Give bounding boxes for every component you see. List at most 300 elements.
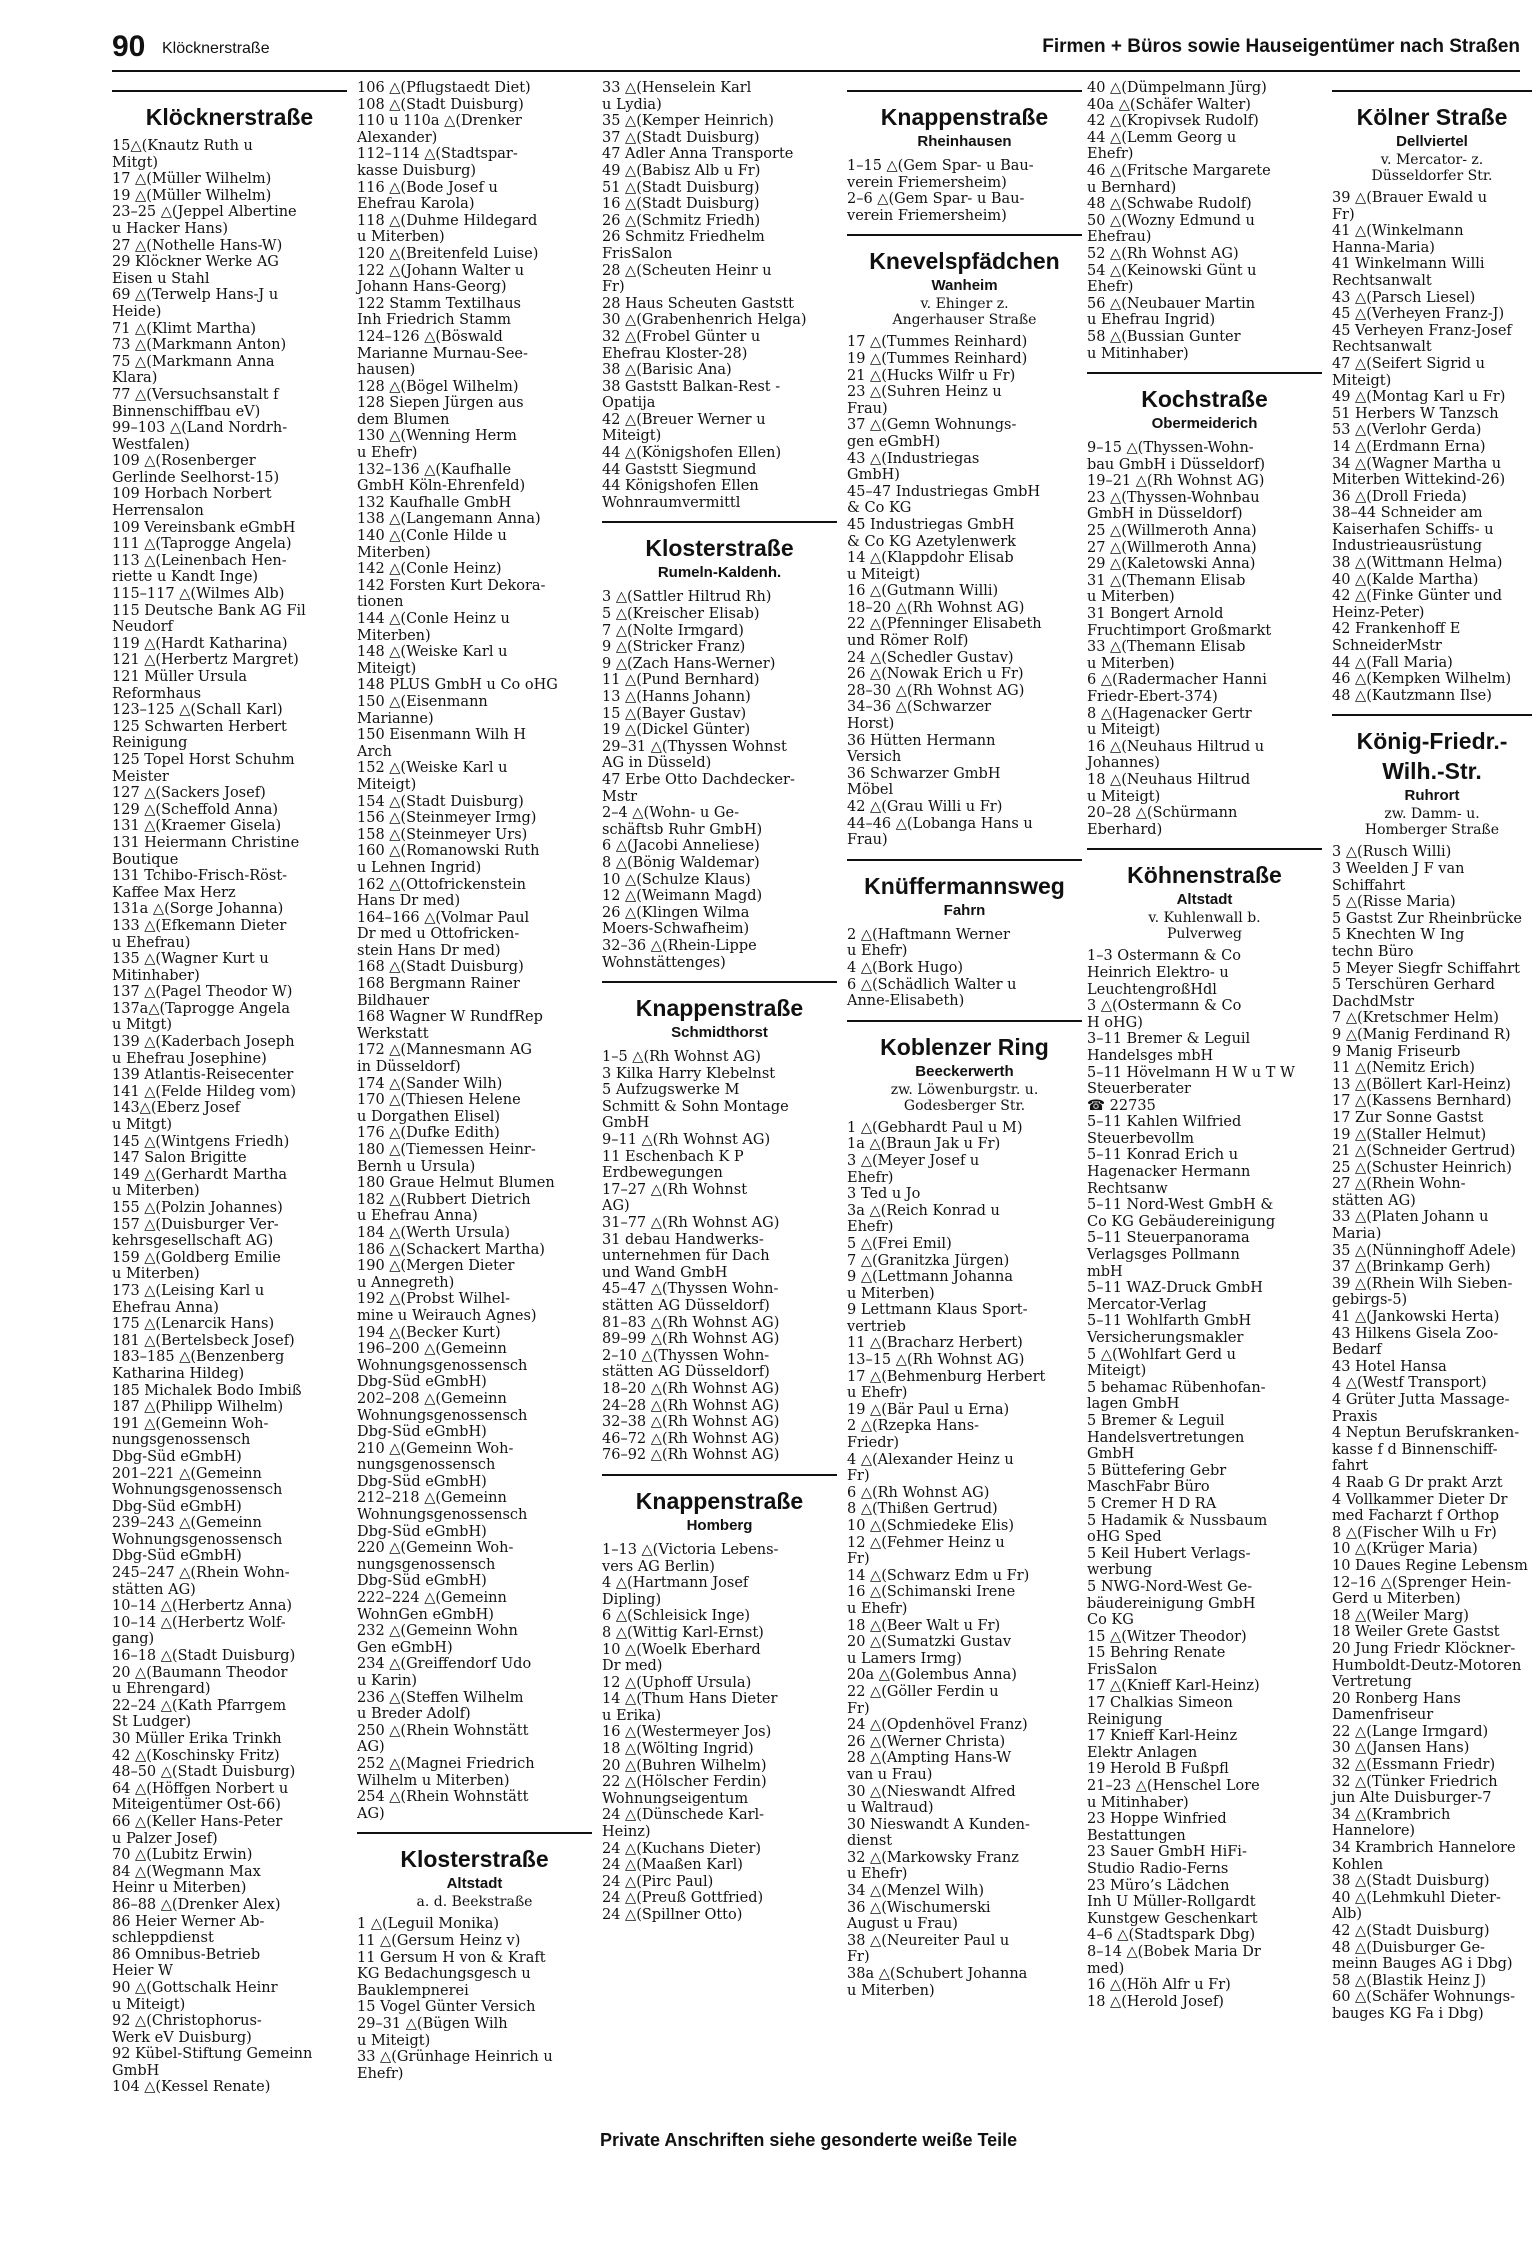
address-entry: 9 Lettmann Klaus Sport- vertrieb [847,1302,1028,1335]
address-entry: 34 △(Wagner Martha u Miterben Wittekind-26) [1332,455,1506,489]
address-entry: 180 Graue Helmut Blumen [357,1175,555,1192]
directory-column-1 [112,80,347,2096]
address-entry: 143△(Eberz Josef u Mitgt) [112,1100,241,1134]
page-header [112,30,1520,72]
street-name: Knüffermannsweg [847,859,1082,901]
address-entry: 47 Erbe Otto Dachdecker- Mstr [602,771,795,805]
address-entry: 132 Kaufhalle GmbH [357,494,512,511]
address-entry: 5–11 Kahlen Wilfried Steuerbevollm [1087,1114,1242,1147]
address-entry: 42 △(Breuer Werner u Miteigt) [602,411,766,445]
address-entry: 122 △(Johann Walter u Johann Hans-Georg) [357,262,525,296]
address-entry: 121 Müller Ursula Reformhaus [112,669,248,702]
address-entry: 41 △(Winkelmann Hanna-Maria) [1332,223,1464,256]
address-entry: 141 △(Felde Hildeg vom) [112,1083,297,1100]
street-section-header [847,859,1082,921]
address-entry: 5 Terschüren Gerhard DachdMstr [1332,977,1495,1010]
address-entry: 20a △(Golembus Anna) [847,1667,1017,1684]
address-entry: 29–31 △(Thyssen Wohnst AG in Düsseld) [602,738,787,772]
address-entry: 13 △(Hanns Johann) [602,689,751,705]
street-name: Koblenzer Ring [847,1020,1082,1062]
running-title: Firmen + Büros sowie Hauseigentümer nach Straßen [1042,36,1520,57]
address-entry: 11 △(Pund Bernhard) [602,672,760,689]
address-entry: 187 △(Philipp Wilhelm) [112,1399,284,1416]
address-entry: 32 △(Essmann Friedr) [1332,1757,1496,1774]
address-entry: 210 △(Gemeinn Woh- nungsgenossensch Dbg-Süd eGmbH) [357,1440,514,1490]
address-entry: 17 △(Müller Wilhelm) [112,171,272,188]
address-entry: 194 △(Becker Kurt) [357,1324,501,1341]
address-entry: 23 Müro’s Lädchen Inh U Müller-Rollgardt Kunstgew Geschenkart [1087,1877,1258,1927]
address-entry: 115 Deutsche Bank AG Fil Neudorf [112,602,306,636]
address-entry: 38a △(Schubert Johanna u Miterben) [847,1966,1028,1999]
address-entry: 52 △(Rh Wohnst AG) [1087,245,1239,262]
address-entry: 5 △(Risse Maria) [1332,894,1456,911]
address-entry: 10–14 △(Herbertz Anna) [112,1598,293,1615]
address-entry: 14 △(Klappdohr Elisab u Miteigt) [847,550,1014,583]
address-entry: 24 △(Opdenhövel Franz) [847,1717,1028,1734]
address-entry: 6 △(Schleisick Inge) [602,1608,751,1625]
address-entry: 170 △(Thiesen Helene u Dorgathen Elisel) [357,1092,521,1125]
address-entry: 15 △(Witzer Theodor) [1087,1628,1247,1645]
address-entry: 4 Raab G Dr prakt Arzt [1332,1474,1503,1491]
address-entry: 109 Vereinsbank eGmbH [112,519,296,536]
address-entry: 9 △(Stricker Franz) [602,639,746,656]
address-entry: 31 Bongert Arnold Fruchtimport Großmarkt [1087,606,1272,639]
address-entry: 6 △(Jacobi Anneliese) [602,838,760,855]
address-entry: 10 △(Schmiedeke Elis) [847,1518,1015,1534]
address-entry: 196–200 △(Gemeinn Wohnungsgenossensch Dbg-Süd eGmbH) [357,1341,528,1391]
directory-column-3 [602,80,837,1924]
address-entry: 48 △(Schwabe Rudolf) [1087,196,1252,213]
address-entry: 99–103 △(Land Nordrh- Westfalen) [112,420,288,453]
address-entry: 92 △(Christophorus- Werk eV Duisburg) [112,2013,262,2046]
address-entry: 5 Hadamik & Nussbaum oHG Sped [1087,1512,1268,1546]
address-entry: 182 △(Rubbert Dietrich u Ehefrau Anna) [357,1191,531,1225]
address-entry: 239–243 △(Gemeinn Wohnungsgenossensch Dbg-Süd eGmbH) [112,1515,283,1565]
address-entry: 3 Kilka Harry Klebelnst [602,1065,776,1082]
address-entry: 33 △(Themann Elisab u Miterben) [1087,639,1246,672]
address-entry: 43 Hilkens Gisela Zoo- Bedarf [1332,1325,1499,1359]
address-entry: 202–208 △(Gemeinn Wohnungsgenossensch Dbg-Süd eGmbH) [357,1390,528,1441]
address-entry: 129 △(Scheffold Anna) [112,801,279,818]
address-entry: 23 Sauer GmbH HiFi- Studio Radio-Ferns [1087,1844,1247,1877]
address-entry: 46 △(Fritsche Margarete u Bernhard) [1087,162,1271,196]
directory-column-5 [1087,80,1322,2010]
address-entry: 14 △(Thum Hans Dieter u Erika) [602,1691,778,1724]
address-entry: 20 Ronberg Hans Damenfriseur [1332,1690,1461,1724]
address-entry: 168 Wagner W RundfRep Werkstatt [357,1009,543,1042]
street-section-header [847,90,1082,152]
address-entry: 2–4 △(Wohn- u Ge- schäftsb Ruhr GmbH) [602,805,763,838]
address-entry: 32 △(Frobel Günter u Ehefrau Kloster-28) [602,328,761,362]
address-entry: 18–20 △(Rh Wohnst AG) [602,1380,780,1397]
street-section-header [1087,372,1322,434]
address-entry: 45 △(Verheyen Franz-J) [1332,306,1505,323]
address-entry: 148 △(Weiske Karl u Miteigt) [357,644,508,677]
address-entry: 13–15 △(Rh Wohnst AG) [847,1352,1025,1369]
address-entry: 30 △(Grabenhenrich Helga) [602,312,807,329]
address-entry: 51 △(Stadt Duisburg) [602,179,760,196]
address-entry: 23 Hoppe Winfried Bestattungen [1087,1811,1227,1844]
address-entry: 104 △(Kessel Renate) [112,2079,271,2096]
address-entry: 53 △(Verlohr Gerda) [1332,422,1482,439]
address-entry: 41 Winkelmann Willi Rechtsanwalt [1332,256,1485,289]
address-entry: 250 △(Rhein Wohnstätt AG) [357,1722,529,1756]
address-entry: 3a △(Reich Konrad u Ehefr) [847,1202,1000,1236]
address-entry: 29 △(Kaletowski Anna) [1087,556,1256,573]
address-entry: 138 △(Langemann Anna) [357,511,541,528]
address-entry: 11 △(Gersum Heinz v) [357,1932,521,1949]
address-entry: 2 △(Rzepka Hans- Friedr) [847,1418,980,1452]
address-entry: 31 debau Handwerks- unternehmen für Dach und Wand GmbH [602,1231,770,1281]
district-name: Beeckerwerth [915,1062,1014,1080]
address-entry: 36 △(Wischumerski August u Frau) [847,1899,991,1933]
address-entry: 14 △(Schwarz Edm u Fr) [847,1567,1030,1584]
address-entry: 2–6 △(Gem Spar- u Bau- verein Friemersheim) [847,191,1025,224]
page-footer-note: Private Anschriften siehe gesonderte weiße Teile [600,2130,1018,2150]
address-entry: 11 △(Nemitz Erich) [1332,1060,1475,1077]
address-entry: 184 △(Werth Ursula) [357,1224,510,1241]
street-name: Knappenstraße [602,1474,837,1516]
address-entry: 19 △(Tummes Reinhard) [847,350,1028,367]
address-entry: 1–3 Ostermann & Co Heinrich Elektro- u LeuchtengroßHdl [1087,948,1241,998]
address-entry: 54 △(Keinowski Günt u Ehefr) [1087,262,1257,296]
address-entry: 26 △(Werner Christa) [847,1733,1006,1750]
street-name: Knevelspfädchen [847,234,1082,276]
address-entry: 137a△(Taprogge Angela u Mitgt) [112,1000,290,1034]
address-entry: 12 △(Weimann Magd) [602,888,763,905]
address-entry: 18 △(Neuhaus Hiltrud u Miteigt) [1087,771,1251,805]
address-entry: 10 △(Krüger Maria) [1332,1541,1478,1558]
address-entry: 212–218 △(Gemeinn Wohnungsgenossensch Dbg-Süd eGmbH) [357,1490,528,1540]
address-entry: 17 △(Tummes Reinhard) [847,334,1028,351]
address-entry: 40a △(Schäfer Walter) [1087,96,1251,113]
address-entry: 36 Schwarzer GmbH Möbel [847,765,1001,799]
address-entry: 22 △(Lange Irmgard) [1332,1723,1489,1740]
address-entry: 5 △(Wohlfart Gerd u Miteigt) [1087,1346,1236,1380]
address-entry: 20–28 △(Schürmann Eberhard) [1087,805,1238,838]
address-entry: 75 △(Markmann Anna Klara) [112,353,275,387]
address-entry: 15 Behring Renate FrisSalon [1087,1645,1226,1678]
address-entry: 220 △(Gemeinn Woh- nungsgenossensch Dbg-Süd eGmbH) [357,1540,514,1590]
address-entry: 43 △(Industriegas GmbH) [847,450,980,484]
address-entry: 112–114 △(Stadtspar- kasse Duisburg) [357,146,518,179]
address-entry: 44 △(Lemm Georg u Ehefr) [1087,129,1237,163]
address-entry: 3 △(Ostermann & Co H oHG) [1087,998,1242,1031]
address-entry: 9 △(Manig Ferdinand R) [1332,1026,1511,1043]
address-entry: 44 △(Fall Maria) [1332,654,1453,671]
address-entry: 24 △(Pirc Paul) [602,1873,714,1890]
address-entry: 245–247 △(Rhein Wohn- stätten AG) [112,1565,290,1598]
address-entry: 168 △(Stadt Duisburg) [357,959,524,976]
address-entry: 24 △(Schedler Gustav) [847,649,1014,666]
address-entry: 139 △(Kaderbach Joseph u Ehefrau Josephine) [112,1034,295,1067]
address-entry: 4 Vollkammer Dieter Dr med Facharzt f Orthop [1332,1491,1508,1525]
address-entry: 158 △(Steinmeyer Urs) [357,826,528,843]
address-entry: 4 Neptun Berufskranken- kasse f d Binnenschiff- fahrt [1332,1425,1520,1475]
address-entry: 3 Ted u Jo [847,1186,921,1203]
address-entry: 34 Krambrich Hannelore Kohlen [1332,1840,1516,1873]
address-entry: 20 Jung Friedr Klöckner- Humboldt-Deutz-Motoren Vertretung [1332,1640,1522,1691]
address-entry: 157 △(Duisburger Ver- kehrsgesellschaft AG) [112,1216,279,1250]
address-entry: 131 △(Kraemer Gisela) [112,818,282,835]
street-name: Kölner Straße [1332,90,1532,132]
address-entry: 5 Bremer & Leguil Handelsvertretungen GmbH [1087,1412,1245,1463]
address-entry: 5 NWG-Nord-West Ge- bäudereinigung GmbH Co KG [1087,1578,1256,1629]
address-entry: 191 △(Gemeinn Woh- nungsgenossensch Dbg-Süd eGmbH) [112,1415,269,1465]
address-entry: 17 △(Knieff Karl-Heinz) [1087,1678,1260,1695]
address-entry: 159 △(Goldberg Emilie u Miterben) [112,1249,281,1283]
address-entry: 23 △(Suhren Heinz u Frau) [847,384,1002,417]
address-entry: 190 △(Mergen Dieter u Annegreth) [357,1258,515,1291]
address-entry: 160 △(Romanowski Ruth u Lehnen Ingrid) [357,843,540,876]
address-entry: 118 △(Duhme Hildegard u Miterben) [357,212,538,246]
address-entry: 149 △(Gerhardt Martha u Miterben) [112,1166,288,1200]
street-name: Knappenstraße [602,981,837,1023]
address-entry: 16 △(Stadt Duisburg) [602,196,760,213]
street-section-header [602,521,837,583]
address-entry: 9 △(Lettmann Johanna u Miterben) [847,1269,1014,1302]
address-entry: 150 Eisenmann Wilh H Arch [357,727,527,760]
address-entry: 181 △(Bertelsbeck Josef) [112,1332,295,1349]
address-entry: 1–13 △(Victoria Lebens- vers AG Berlin) [602,1541,779,1575]
address-entry: 120 △(Breitenfeld Luise) [357,245,539,262]
address-entry: 30 Müller Erika Trinkh [112,1731,282,1747]
address-entry: 109 Horbach Norbert Herrensalon [112,486,272,520]
address-entry: 125 Topel Horst Schuhm Meister [112,751,295,785]
address-entry: 73 △(Markmann Anton) [112,337,287,354]
address-entry: 12–16 △(Sprenger Hein- Gerd u Miterben) [1332,1574,1512,1608]
address-entry: 21 △(Schneider Gertrud) [1332,1143,1516,1160]
address-entry: 22 △(Göller Ferdin u Fr) [847,1683,999,1717]
address-entry: 22 △(Pfenninger Elisabeth und Römer Rolf) [847,616,1042,650]
address-entry: 1 △(Gebhardt Paul u M) [847,1119,1023,1136]
address-entry: 5 Knechten W Ing techn Büro [1332,927,1465,960]
address-entry: 32–36 △(Rhein-Lippe Wohnstättenges) [602,937,757,971]
address-entry: 38 △(Wittmann Helma) [1332,555,1503,572]
address-entry: 12 △(Fehmer Heinz u Fr) [847,1534,1005,1568]
address-entry: 11 △(Bracharz Herbert) [847,1335,1023,1352]
district-name: Wanheim [931,277,998,295]
address-entry: 7 △(Granitzka Jürgen) [847,1252,1010,1269]
address-entry: 28 Haus Scheuten Gaststt [602,295,794,312]
address-entry: 29 Klöckner Werke AG Eisen u Stahl [112,254,279,287]
address-entry: 123–125 △(Schall Karl) [112,702,283,719]
address-entry: 42 △(Koschinsky Fritz) [112,1747,280,1764]
address-entry: 18–20 △(Rh Wohnst AG) [847,599,1025,616]
address-entry: 44–46 △(Lobanga Hans u Frau) [847,815,1033,849]
address-entry: 155 △(Polzin Johannes) [112,1200,283,1216]
address-entry: 43 △(Parsch Liesel) [1332,289,1476,306]
address-entry: 46 △(Kempken Wilhelm) [1332,671,1512,688]
address-entry: 1a △(Braun Jak u Fr) [847,1136,1001,1153]
address-entry: 10 Daues Regine Lebensm [1332,1557,1528,1574]
address-entry: 17 △(Kassens Bernhard) [1332,1093,1512,1110]
street-name: Klöcknerstraße [112,90,347,132]
address-entry: 38–44 Schneider am Kaiserhafen Schiffs- u Industrieausrüstung [1332,505,1494,555]
address-entry: 20 △(Buhren Wilhelm) [602,1757,767,1774]
street-section-header [1332,90,1532,184]
address-entry: 16 △(Neuhaus Hiltrud u Johannes) [1087,738,1265,772]
address-entry: 6 △(Rh Wohnst AG) [847,1484,990,1501]
address-entry: 7 △(Kretschmer Helm) [1332,1010,1499,1027]
address-entry: 254 △(Rhein Wohnstätt AG) [357,1789,529,1822]
address-entry: 7 △(Nolte Irmgard) [602,622,744,639]
address-entry: 131 Heiermann Christine Boutique [112,834,300,868]
address-entry: 1–15 △(Gem Spar- u Bau- verein Friemersheim) [847,158,1034,191]
address-entry: 76–92 △(Rh Wohnst AG) [602,1447,780,1464]
address-entry: 32 △(Markowsky Franz u Ehefr) [847,1849,1019,1883]
address-entry: 15 △(Bayer Gustav) [602,705,747,722]
address-entry: 37 △(Stadt Duisburg) [602,129,760,146]
address-entry: 31 △(Themann Elisab u Miterben) [1087,572,1246,606]
address-entry: 18 Weiler Grete Gastst [1332,1624,1500,1641]
address-entry: 15 Vogel Günter Versich [357,1999,536,2016]
address-entry: 5 Büttefering Gebr MaschFabr Büro [1087,1462,1227,1496]
street-extent-note: v. Ehinger z. Angerhauser Straße [892,296,1037,329]
address-entry: 3 Weelden J F van Schiffahrt [1332,861,1465,894]
address-entry: ☎ 22735 [1087,1097,1156,1114]
street-extent-note: zw. Damm- u. Homberger Straße [1364,806,1500,839]
address-entry: 10–14 △(Herbertz Wolf- gang) [112,1614,286,1648]
address-entry: 29–31 △(Bügen Wilh u Miteigt) [357,2015,508,2049]
street-section-header [847,1020,1082,1114]
address-entry: 39 △(Rhein Wilh Sieben- gebirgs-5) [1332,1275,1513,1309]
address-entry: 236 △(Steffen Wilhelm u Breder Adolf) [357,1689,524,1723]
address-entry: 38 △(Barisic Ana) [602,362,732,379]
address-entry: 77 △(Versuchsanstalt f Binnenschiffbau eV) [112,386,279,420]
address-entry: 2 △(Haftmann Werner u Ehefr) [847,926,1010,960]
address-entry: 9 △(Zach Hans-Werner) [602,655,776,672]
address-entry: 122 Stamm Textilhaus Inh Friedrich Stamm [357,295,521,329]
address-entry: 64 △(Höffgen Norbert u Miteigentümer Ost-66) [112,1780,289,1814]
address-entry: 16 △(Gutmann Willi) [847,583,999,600]
address-entry: 24 △(Maaßen Karl) [602,1857,743,1874]
address-entry: 24 △(Kuchans Dieter) [602,1840,762,1857]
address-entry: 1 △(Leguil Monika) [357,1916,499,1933]
directory-column-6 [1332,80,1532,2023]
street-extent-note: v. Mercator- z. Düsseldorfer Str. [1371,152,1493,184]
address-entry: 31–77 △(Rh Wohnst AG) [602,1215,780,1232]
address-entry: 109 △(Rosenberger Gerlinde Seelhorst-15) [112,453,280,486]
address-entry: 34 △(Krambrich Hannelore) [1332,1806,1451,1840]
address-entry: 156 △(Steinmeyer Irmg) [357,810,537,827]
address-entry: 48 △(Kautzmann Ilse) [1332,687,1492,704]
district-name: Altstadt [446,1875,503,1893]
address-entry: 145 △(Wintgens Friedh) [112,1133,290,1150]
address-entry: 47 Adler Anna Transporte [602,146,794,163]
address-entry: 84 △(Wegmann Max Heinr u Miterben) [112,1863,261,1897]
address-entry: 39 △(Brauer Ewald u Fr) [1332,190,1488,223]
address-entry: 18 △(Weiler Marg) [1332,1607,1469,1624]
street-section-header [602,1474,837,1536]
address-entry: 47 △(Seifert Sigrid u Miteigt) [1332,355,1485,389]
address-entry: 180 △(Tiemessen Heinr- Bernh u Ursula) [357,1142,536,1175]
address-entry: 42 △(Finke Günter und Heinz-Peter) [1332,588,1503,621]
street-name: König-Friedr.-Wilh.-Str. [1332,714,1532,786]
address-entry: 125 Schwarten Herbert Reinigung [112,718,287,752]
address-entry: 4 △(Westf Transport) [1332,1375,1487,1392]
address-entry: 58 △(Blastik Heinz J) [1332,1972,1487,1989]
address-entry: 89–99 △(Rh Wohnst AG) [602,1331,780,1348]
address-entry: 90 △(Gottschalk Heinr u Miteigt) [112,1979,278,2013]
address-entry: 16 △(Schimanski Irene u Ehefr) [847,1584,1016,1617]
address-entry: 252 △(Magnei Friedrich Wilhelm u Miterben) [357,1755,535,1789]
address-entry: 25 △(Schuster Heinrich) [1332,1159,1512,1176]
address-entry: 16 △(Westermeyer Jos) [602,1724,772,1741]
address-entry: 18 △(Wölting Ingrid) [602,1741,754,1758]
address-entry: 4 △(Alexander Heinz u Fr) [847,1451,1014,1485]
address-entry: 40 △(Lehmkuhl Dieter- Alb) [1332,1889,1501,1923]
address-entry: 5 Cremer H D RA [1087,1495,1217,1512]
address-entry: 32–38 △(Rh Wohnst AG) [602,1414,780,1431]
address-entry: 5 Aufzugswerke M Schmitt & Sohn Montage GmbH [602,1082,789,1132]
address-entry: 3 △(Sattler Hiltrud Rh) [602,589,772,606]
address-entry: 6 △(Radermacher Hanni Friedr-Ebert-374) [1087,672,1267,705]
address-entry: 48 △(Duisburger Ge- meinn Bauges AG i Dbg) [1332,1939,1513,1973]
address-entry: 21–23 △(Henschel Lore u Mitinhaber) [1087,1778,1260,1811]
address-entry: 168 Bergmann Rainer Bildhauer [357,976,520,1009]
address-entry: 128 Siepen Jürgen aus dem Blumen [357,395,524,428]
address-entry: 28 △(Ampting Hans-W van u Frau) [847,1750,1012,1783]
address-entry: 30 △(Nieswandt Alfred u Waltraud) [847,1783,1016,1817]
address-entry: 5 behamac Rübenhofan- lagen GmbH [1087,1379,1266,1413]
address-entry: 34 △(Menzel Wilh) [847,1883,985,1900]
address-entry: 16 △(Höh Alfr u Fr) [1087,1977,1231,1994]
address-entry: 131a △(Sorge Johanna) [112,901,284,918]
address-entry: 2–10 △(Thyssen Wohn- stätten AG Düsseldorf) [602,1347,770,1381]
address-entry: 5 Meyer Siegfr Schiffahrt [1332,960,1520,977]
running-street-name: Klöcknerstraße [162,40,270,57]
address-entry: 5 Gastst Zur Rheinbrücke [1332,910,1523,927]
address-entry: 142 Forsten Kurt Dekora- tionen [357,577,546,611]
district-name: Altstadt [1176,891,1233,909]
address-entry: 111 △(Taprogge Angela) [112,536,292,553]
address-entry: 19–21 △(Rh Wohnst AG) [1087,473,1265,490]
address-entry: 22–24 △(Kath Pfarrgem St Ludger) [112,1697,287,1731]
address-entry: 8–14 △(Bobek Maria Dr med) [1087,1943,1261,1977]
address-entry: 6 △(Schädlich Walter u Anne-Elisabeth) [847,976,1017,1010]
address-entry: 135 △(Wagner Kurt u Mitinhaber) [112,951,269,984]
street-extent-note: a. d. Beekstraße [416,1894,533,1911]
address-entry: 27 △(Willmeroth Anna) [1087,539,1257,556]
address-entry: 119 △(Hardt Katharina) [112,635,288,652]
district-name: Homberg [686,1516,753,1534]
address-entry: 40 △(Kalde Martha) [1332,571,1479,588]
address-entry: 42 △(Stadt Duisburg) [1332,1923,1490,1939]
street-extent-note: v. Kuhlenwall b. Pulverweg [1148,910,1261,943]
street-section-header [1087,848,1322,942]
address-entry: 45–47 Industriegas GmbH & Co KG [847,483,1041,517]
address-entry: 174 △(Sander Wilh) [357,1075,503,1092]
address-entry: 42 △(Grau Willi u Fr) [847,799,1003,815]
address-entry: 45–47 △(Thyssen Wohn- stätten AG Düsseldorf) [602,1281,779,1314]
address-entry: 36 △(Droll Frieda) [1332,488,1467,505]
address-entry: 27 △(Rhein Wohn- stätten AG) [1332,1176,1466,1209]
address-entry: 11 Eschenbach K P Erdbewegungen [602,1148,744,1182]
address-entry: 10 △(Woelk Eberhard Dr med) [602,1641,761,1675]
address-entry: 4 Grüter Jutta Massage- Praxis [1332,1392,1510,1425]
street-section-header [357,1832,592,1910]
address-entry: 5 Keil Hubert Verlags- werbung [1087,1545,1251,1579]
address-entry: 17–27 △(Rh Wohnst AG) [602,1181,748,1215]
street-name: Klosterstraße [602,521,837,563]
address-entry: 140 △(Conle Hilde u Miterben) [357,528,507,561]
page-number: 90 [112,30,146,63]
address-entry: 5–11 Hövelmann H W u T W Steuerberater [1087,1064,1295,1098]
address-entry: 30 △(Jansen Hans) [1332,1740,1470,1757]
address-entry: 25 △(Willmeroth Anna) [1087,523,1257,540]
address-entry: 48–50 △(Stadt Duisburg) [112,1764,296,1781]
